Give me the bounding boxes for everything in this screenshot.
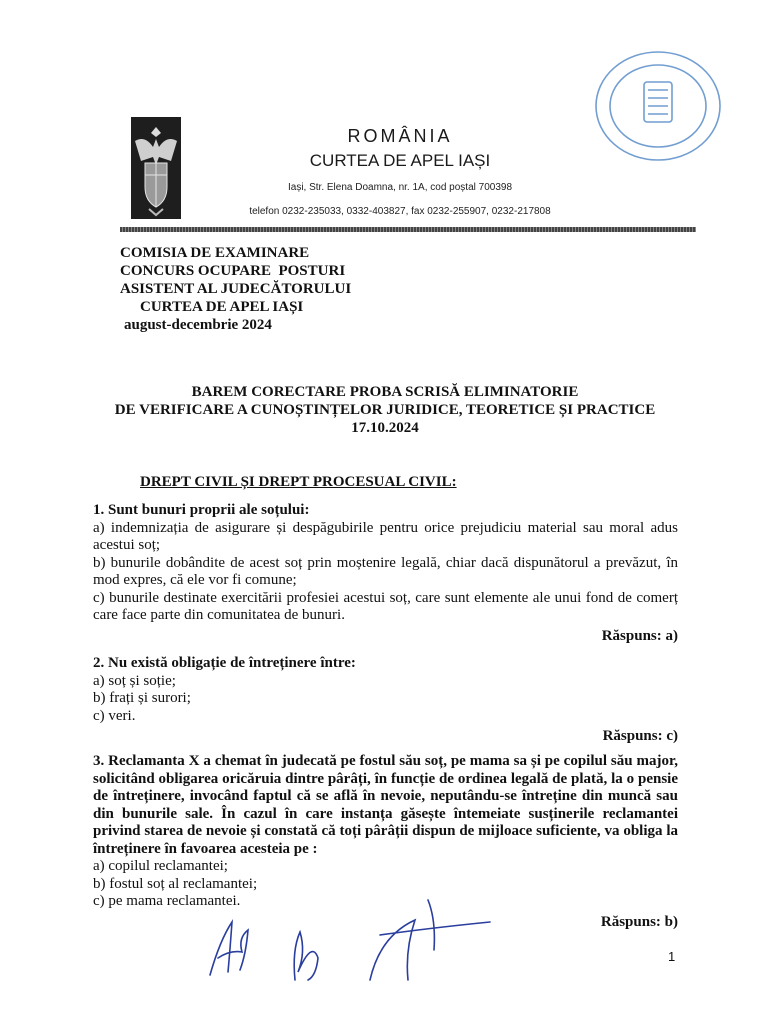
answer-option: a) indemnizația de asigurare și despăgubirile pentru orice prejudiciu material sau moral adus acestui soț; bbox=[93, 519, 678, 553]
header-address: Iași, Str. Elena Doamna, nr. 1A, cod poștal 700398 bbox=[287, 182, 513, 193]
question-block bbox=[93, 502, 678, 645]
court-stamp bbox=[588, 46, 728, 166]
header-divider bbox=[120, 227, 696, 232]
question-text: 3. Reclamanta X a chemat în judecată pe fostul său soț, pe mama sa și pe copilul său major, solicitând obligarea oricăruia dintre pârâți, în funcție de ordinea legală de plată, la o pensie de întreținere, invocând faptul că se află în nevoie, neputându-se întreține din muncă sau din bunurile sale. În cazul în care instanța găsește întemeiate susținerile reclamantei privind starea de nevoie și constată că toți pârâții dispun de mijloace suficiente, va obliga la întreținere în favoarea acesteia pe : bbox=[93, 753, 678, 857]
correct-answer: Răspuns: a) bbox=[601, 627, 678, 644]
answer-option: b) fostul soț al reclamantei; bbox=[93, 875, 258, 892]
question-text: 2. Nu există obligație de întreținere între: bbox=[93, 655, 356, 671]
commission-line: CONCURS OCUPARE POSTURI bbox=[120, 263, 346, 279]
answer-option: c) bunurile destinate exercitării profesiei acestui soț, care sunt elemente ale unui fond de comerț care face parte din comunitatea de bunuri. bbox=[93, 589, 678, 623]
answer-option: b) bunurile dobândite de acest soț prin moștenire legală, chiar dacă dispunătorul a prevăzut, în mod expres, că ele vor fi comune; bbox=[93, 554, 678, 588]
commission-block bbox=[120, 244, 351, 334]
correct-answer: Răspuns: b) bbox=[600, 913, 678, 930]
header-country: ROMÂNIA bbox=[347, 126, 453, 146]
answer-option: a) soț și soție; bbox=[93, 672, 176, 689]
document-title bbox=[90, 383, 680, 437]
commission-line: COMISIA DE EXAMINARE bbox=[120, 245, 310, 261]
coat-of-arms-logo bbox=[131, 117, 181, 219]
header-phone: telefon 0232-235033, 0332-403827, fax 0232-255907, 0232-217808 bbox=[249, 206, 551, 217]
correct-answer: Răspuns: c) bbox=[602, 728, 678, 744]
page-number: 1 bbox=[668, 949, 676, 964]
section-title: DREPT CIVIL ȘI DREPT PROCESUAL CIVIL: bbox=[140, 474, 457, 490]
commission-line: CURTEA DE APEL IAȘI bbox=[140, 299, 304, 315]
question-text: 1. Sunt bunuri proprii ale soțului: bbox=[93, 502, 310, 518]
title-line: BAREM CORECTARE PROBA SCRISĂ ELIMINATORIE bbox=[191, 384, 579, 400]
title-line: DE VERIFICARE A CUNOȘTINȚELOR JURIDICE, TEORETICE ȘI PRACTICE bbox=[114, 402, 656, 418]
title-date: 17.10.2024 bbox=[351, 420, 419, 436]
handwritten-signatures bbox=[200, 880, 500, 990]
question-block bbox=[93, 655, 678, 746]
commission-line: ASISTENT AL JUDECĂTORULUI bbox=[120, 281, 352, 297]
header-court-name: CURTEA DE APEL IAȘI bbox=[309, 151, 491, 170]
answer-option: a) copilul reclamantei; bbox=[93, 858, 228, 874]
answer-option: b) frați și surori; bbox=[93, 690, 191, 706]
answer-option: c) pe mama reclamantei. bbox=[93, 893, 241, 909]
answer-option: c) veri. bbox=[93, 707, 136, 724]
commission-line: august-decembrie 2024 bbox=[124, 317, 272, 333]
